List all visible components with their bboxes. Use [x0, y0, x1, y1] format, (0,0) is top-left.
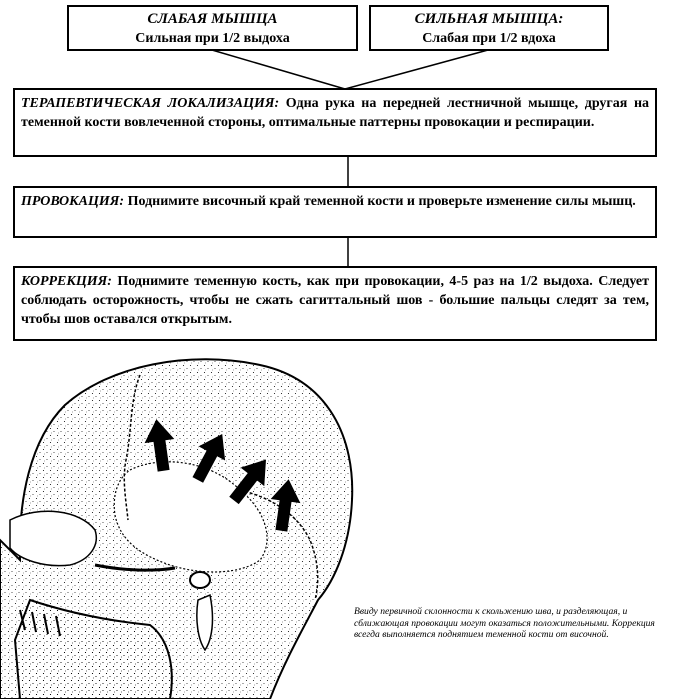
weak-muscle-box: [67, 5, 358, 51]
therapy-label: ТЕРАПЕВТИЧЕСКАЯ ЛОКАЛИЗАЦИЯ:: [21, 96, 280, 111]
skull-illustration: [0, 340, 673, 699]
strong-muscle-title: СИЛЬНАЯ МЫШЦА:: [414, 11, 564, 27]
therapy-text: Одна рука на передней лестничной мышце, другая на теменной кости вовлеченной стороны, оптимальные паттерны провокации и респирации.: [21, 96, 650, 130]
illustration-caption: Ввиду первичной склонности к скольжению шва, и разделяющая, и сближающая провокации могут оказаться положительными. Коррекция всегда выполняется поднятием теменной кости от височной.: [354, 606, 655, 640]
provocation-label: ПРОВОКАЦИЯ:: [21, 194, 125, 209]
therapy-localization-box: [13, 88, 657, 157]
provocation-text: Поднимите височный край теменной кости и проверьте изменение силы мышц.: [124, 194, 636, 209]
provocation-box: [13, 186, 657, 238]
connector-weak: [212, 50, 345, 89]
strong-muscle-box: [369, 5, 609, 51]
correction-box: [13, 266, 657, 341]
connector-strong: [345, 50, 488, 89]
external-ear-canal: [190, 572, 210, 588]
weak-muscle-text: Сильная при 1/2 выдоха: [135, 31, 290, 46]
weak-muscle-title: СЛАБАЯ МЫШЦА: [147, 11, 278, 27]
correction-text: Поднимите теменную кость, как при провокации, 4-5 раз на 1/2 выдоха. Следует соблюдать осторожность, чтобы не сжать сагиттальный шов - большие пальцы следят за тем, чтобы шов оставался открытым.: [21, 274, 649, 327]
strong-muscle-text: Слабая при 1/2 вдоха: [422, 31, 556, 46]
correction-label: КОРРЕКЦИЯ:: [21, 274, 112, 289]
orbit: [10, 511, 96, 565]
